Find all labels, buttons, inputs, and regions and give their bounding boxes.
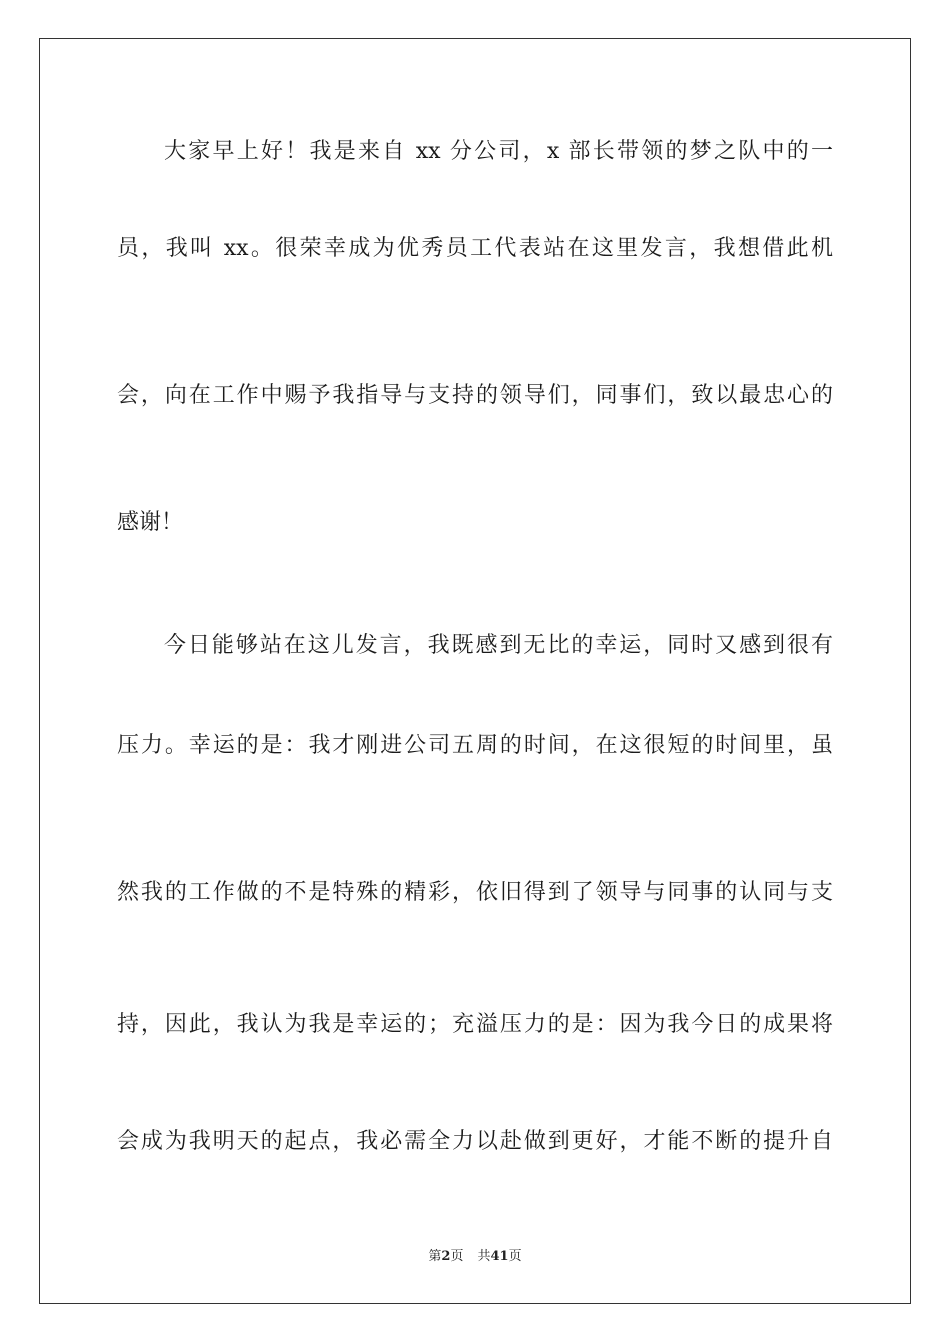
paragraph-2-line-3: 然我的工作做的不是特殊的精彩，依旧得到了领导与同事的认同与支 xyxy=(117,880,833,905)
paragraph-2-line-2: 压力。幸运的是：我才刚进公司五周的时间，在这很短的时间里，虽 xyxy=(117,733,833,758)
page-suffix: 页 xyxy=(450,1249,464,1264)
total-suffix: 页 xyxy=(508,1249,522,1264)
total-prefix: 共 xyxy=(477,1249,491,1264)
paragraph-1-line-4: 感谢！ xyxy=(117,510,184,535)
page-number: 2 xyxy=(441,1249,451,1264)
paragraph-1-line-2: 员，我叫 xx。很荣幸成为优秀员工代表站在这里发言，我想借此机 xyxy=(117,236,833,261)
page-prefix: 第 xyxy=(428,1249,442,1264)
paragraph-1-line-3: 会，向在工作中赐予我指导与支持的领导们，同事们，致以最忠心的 xyxy=(117,383,833,408)
paragraph-2-line-1: 今日能够站在这儿发言，我既感到无比的幸运，同时又感到很有 xyxy=(164,633,833,658)
page-border xyxy=(39,38,911,1304)
paragraph-1-line-1: 大家早上好！我是来自 xx 分公司，x 部长带领的梦之队中的一 xyxy=(164,139,833,164)
page-footer xyxy=(0,1248,950,1266)
total-pages: 41 xyxy=(490,1249,509,1264)
paragraph-2-line-5: 会成为我明天的起点，我必需全力以赴做到更好，才能不断的提升自 xyxy=(117,1129,833,1154)
paragraph-2-line-4: 持，因此，我认为我是幸运的；充溢压力的是：因为我今日的成果将 xyxy=(117,1012,833,1037)
